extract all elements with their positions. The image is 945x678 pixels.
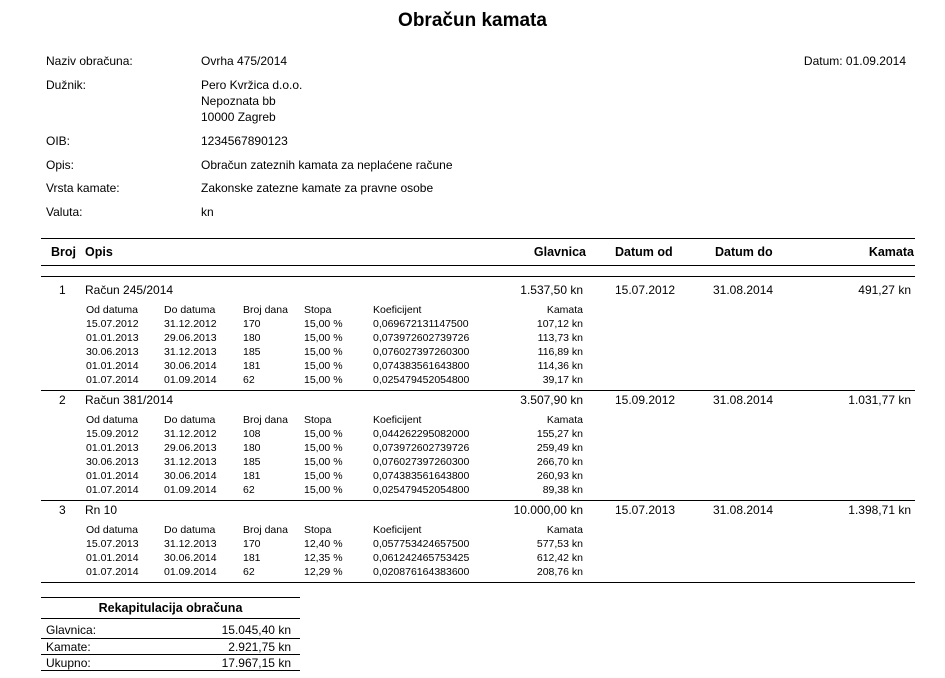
group-kamata: 491,27 kn bbox=[858, 283, 911, 297]
sub-row-kamata: 208,76 kn bbox=[536, 566, 583, 578]
col-datum-do: Datum do bbox=[715, 245, 773, 259]
sub-col-koef: Koeficijent bbox=[373, 304, 422, 316]
sub-row-stopa: 15,00 % bbox=[304, 484, 343, 496]
body-top-rule bbox=[41, 276, 915, 277]
sub-row-do: 30.06.2014 bbox=[164, 470, 217, 482]
sub-row-koef: 0,025479452054800 bbox=[373, 374, 470, 386]
col-datum-od: Datum od bbox=[615, 245, 673, 259]
sub-row-dana: 108 bbox=[243, 428, 261, 440]
group-broj: 2 bbox=[59, 393, 66, 407]
sub-row-koef: 0,020876164383600 bbox=[373, 566, 470, 578]
recap-top-rule bbox=[41, 597, 300, 598]
group-datum-od: 15.09.2012 bbox=[615, 393, 676, 407]
sub-col-kamata: Kamata bbox=[546, 414, 583, 426]
opis-value: Obračun zateznih kamata za neplaćene račune bbox=[201, 158, 453, 172]
sub-row-do: 29.06.2013 bbox=[164, 332, 217, 344]
header-bottom-rule bbox=[41, 265, 915, 266]
page-title: Obračun kamata bbox=[398, 10, 547, 31]
recap-ukupno-value: 17.967,15 kn bbox=[221, 656, 291, 670]
sub-row-do: 01.09.2014 bbox=[164, 566, 217, 578]
recap-title: Rekapitulacija obračuna bbox=[98, 601, 243, 615]
recap-kamate-label: Kamate: bbox=[46, 640, 91, 654]
group-datum-od: 15.07.2012 bbox=[615, 283, 676, 297]
sub-row-dana: 181 bbox=[243, 470, 261, 482]
sub-col-dana: Broj dana bbox=[243, 524, 288, 536]
naziv-label: Naziv obračuna: bbox=[46, 54, 133, 68]
sub-row-kamata: 612,42 kn bbox=[536, 552, 583, 564]
group-separator-rule bbox=[41, 500, 915, 501]
recap-rule-1 bbox=[41, 638, 300, 639]
sub-col-kamata: Kamata bbox=[546, 304, 583, 316]
sub-row-dana: 180 bbox=[243, 442, 261, 454]
recap-title-rule bbox=[41, 618, 300, 619]
group-glavnica: 3.507,90 kn bbox=[520, 393, 583, 407]
group-broj: 3 bbox=[59, 503, 66, 517]
sub-row-stopa: 12,35 % bbox=[304, 552, 343, 564]
recap-kamate-value: 2.921,75 kn bbox=[228, 640, 291, 654]
sub-col-dana: Broj dana bbox=[243, 414, 288, 426]
sub-row-koef: 0,069672131147500 bbox=[373, 318, 469, 330]
sub-row-do: 30.06.2014 bbox=[164, 552, 217, 564]
sub-row-od: 01.01.2013 bbox=[86, 442, 139, 454]
oib-label: OIB: bbox=[46, 134, 71, 148]
sub-row-stopa: 15,00 % bbox=[304, 360, 343, 372]
sub-row-od: 15.07.2013 bbox=[86, 538, 139, 550]
sub-row-od: 01.01.2013 bbox=[86, 332, 139, 344]
sub-row-do: 01.09.2014 bbox=[164, 484, 217, 496]
sub-row-dana: 185 bbox=[243, 456, 261, 468]
sub-row-dana: 185 bbox=[243, 346, 261, 358]
sub-row-kamata: 39,17 kn bbox=[542, 374, 583, 386]
sub-row-dana: 170 bbox=[243, 538, 261, 550]
sub-col-stopa: Stopa bbox=[304, 524, 332, 536]
sub-row-od: 30.06.2013 bbox=[86, 456, 139, 468]
sub-row-od: 01.07.2014 bbox=[86, 484, 139, 496]
sub-row-koef: 0,076027397260300 bbox=[373, 346, 470, 358]
recap-ukupno-label: Ukupno: bbox=[46, 656, 91, 670]
sub-col-do: Do datuma bbox=[164, 414, 216, 426]
sub-row-koef: 0,044262295082000 bbox=[373, 428, 470, 440]
col-glavnica: Glavnica bbox=[533, 245, 586, 259]
valuta-value: kn bbox=[201, 205, 214, 219]
sub-row-koef: 0,061242465753425 bbox=[373, 552, 470, 564]
sub-row-do: 31.12.2012 bbox=[164, 428, 217, 440]
duznik-street: Nepoznata bb bbox=[201, 94, 276, 108]
sub-row-do: 31.12.2013 bbox=[164, 346, 217, 358]
sub-row-koef: 0,074383561643800 bbox=[373, 470, 470, 482]
sub-row-stopa: 15,00 % bbox=[304, 346, 343, 358]
sub-row-do: 31.12.2012 bbox=[164, 318, 217, 330]
sub-col-stopa: Stopa bbox=[304, 304, 332, 316]
sub-row-stopa: 12,40 % bbox=[304, 538, 343, 550]
sub-row-kamata: 116,89 kn bbox=[537, 346, 583, 358]
sub-row-do: 30.06.2014 bbox=[164, 360, 217, 372]
naziv-value: Ovrha 475/2014 bbox=[201, 54, 288, 68]
sub-row-stopa: 15,00 % bbox=[304, 332, 343, 344]
sub-row-koef: 0,073972602739726 bbox=[373, 332, 470, 344]
group-opis: Račun 381/2014 bbox=[85, 393, 174, 407]
sub-row-dana: 181 bbox=[243, 360, 261, 372]
group-separator-rule bbox=[41, 390, 915, 391]
group-datum-od: 15.07.2013 bbox=[615, 503, 676, 517]
group-opis: Račun 245/2014 bbox=[85, 283, 174, 297]
group-datum-do: 31.08.2014 bbox=[713, 393, 774, 407]
sub-col-stopa: Stopa bbox=[304, 414, 332, 426]
sub-col-koef: Koeficijent bbox=[373, 414, 422, 426]
duznik-name: Pero Kvržica d.o.o. bbox=[201, 78, 303, 92]
group-datum-do: 31.08.2014 bbox=[713, 283, 774, 297]
sub-col-do: Do datuma bbox=[164, 524, 216, 536]
sub-row-kamata: 107,12 kn bbox=[536, 318, 583, 330]
sub-row-do: 31.12.2013 bbox=[164, 538, 217, 550]
sub-row-od: 01.01.2014 bbox=[86, 552, 139, 564]
sub-row-koef: 0,074383561643800 bbox=[373, 360, 470, 372]
sub-row-do: 01.09.2014 bbox=[164, 374, 217, 386]
sub-row-od: 01.01.2014 bbox=[86, 470, 139, 482]
group-opis: Rn 10 bbox=[85, 503, 118, 517]
opis-label: Opis: bbox=[46, 158, 75, 172]
sub-row-stopa: 15,00 % bbox=[304, 456, 343, 468]
sub-row-od: 01.01.2014 bbox=[86, 360, 139, 372]
duznik-city: 10000 Zagreb bbox=[201, 110, 276, 124]
sub-row-stopa: 15,00 % bbox=[304, 318, 343, 330]
sub-row-dana: 181 bbox=[243, 552, 261, 564]
table-top-rule bbox=[41, 238, 915, 239]
sub-row-stopa: 15,00 % bbox=[304, 470, 343, 482]
sub-row-koef: 0,076027397260300 bbox=[373, 456, 470, 468]
sub-row-stopa: 15,00 % bbox=[304, 428, 343, 440]
sub-col-koef: Koeficijent bbox=[373, 524, 422, 536]
sub-row-kamata: 266,70 kn bbox=[536, 456, 583, 468]
recap-bottom-rule bbox=[41, 670, 300, 671]
sub-col-od: Od datuma bbox=[86, 524, 138, 536]
sub-row-kamata: 577,53 kn bbox=[536, 538, 583, 550]
sub-row-stopa: 12,29 % bbox=[304, 566, 343, 578]
group-glavnica: 1.537,50 kn bbox=[520, 283, 583, 297]
sub-row-od: 15.07.2012 bbox=[86, 318, 139, 330]
report-date: Datum: 01.09.2014 bbox=[803, 54, 906, 68]
sub-col-do: Do datuma bbox=[164, 304, 216, 316]
group-glavnica: 10.000,00 kn bbox=[513, 503, 583, 517]
sub-row-stopa: 15,00 % bbox=[304, 442, 343, 454]
vrsta-value: Zakonske zatezne kamate za pravne osobe bbox=[201, 181, 434, 195]
sub-row-kamata: 113,73 kn bbox=[537, 332, 583, 344]
group-datum-do: 31.08.2014 bbox=[713, 503, 774, 517]
sub-row-stopa: 15,00 % bbox=[304, 374, 343, 386]
sub-col-od: Od datuma bbox=[86, 304, 138, 316]
sub-row-dana: 62 bbox=[243, 374, 255, 386]
recap-glavnica-value: 15.045,40 kn bbox=[221, 623, 291, 637]
col-kamata: Kamata bbox=[868, 245, 914, 259]
recap-rule-2 bbox=[41, 654, 300, 655]
sub-row-kamata: 260,93 kn bbox=[536, 470, 583, 482]
sub-row-od: 01.07.2014 bbox=[86, 374, 139, 386]
col-opis: Opis bbox=[85, 245, 113, 259]
group-broj: 1 bbox=[59, 283, 66, 297]
sub-row-dana: 62 bbox=[243, 484, 255, 496]
sub-row-od: 30.06.2013 bbox=[86, 346, 139, 358]
group-kamata: 1.398,71 kn bbox=[848, 503, 911, 517]
sub-row-od: 01.07.2014 bbox=[86, 566, 139, 578]
sub-row-dana: 180 bbox=[243, 332, 261, 344]
col-broj: Broj bbox=[51, 245, 76, 259]
valuta-label: Valuta: bbox=[46, 205, 83, 219]
sub-row-dana: 170 bbox=[243, 318, 261, 330]
vrsta-label: Vrsta kamate: bbox=[46, 181, 120, 195]
sub-row-koef: 0,073972602739726 bbox=[373, 442, 470, 454]
recap-glavnica-label: Glavnica: bbox=[46, 623, 97, 637]
sub-row-od: 15.09.2012 bbox=[86, 428, 139, 440]
sub-row-koef: 0,025479452054800 bbox=[373, 484, 470, 496]
sub-row-kamata: 155,27 kn bbox=[536, 428, 583, 440]
sub-col-dana: Broj dana bbox=[243, 304, 288, 316]
duznik-label: Dužnik: bbox=[46, 78, 87, 92]
sub-row-kamata: 89,38 kn bbox=[542, 484, 583, 496]
sub-col-kamata: Kamata bbox=[546, 524, 583, 536]
sub-col-od: Od datuma bbox=[86, 414, 138, 426]
sub-row-koef: 0,057753424657500 bbox=[373, 538, 470, 550]
sub-row-kamata: 114,36 kn bbox=[537, 360, 583, 372]
sub-row-do: 29.06.2013 bbox=[164, 442, 217, 454]
group-separator-rule bbox=[41, 582, 915, 583]
sub-row-do: 31.12.2013 bbox=[164, 456, 217, 468]
sub-row-kamata: 259,49 kn bbox=[536, 442, 583, 454]
group-kamata: 1.031,77 kn bbox=[848, 393, 911, 407]
sub-row-dana: 62 bbox=[243, 566, 255, 578]
oib-value: 1234567890123 bbox=[201, 134, 288, 148]
